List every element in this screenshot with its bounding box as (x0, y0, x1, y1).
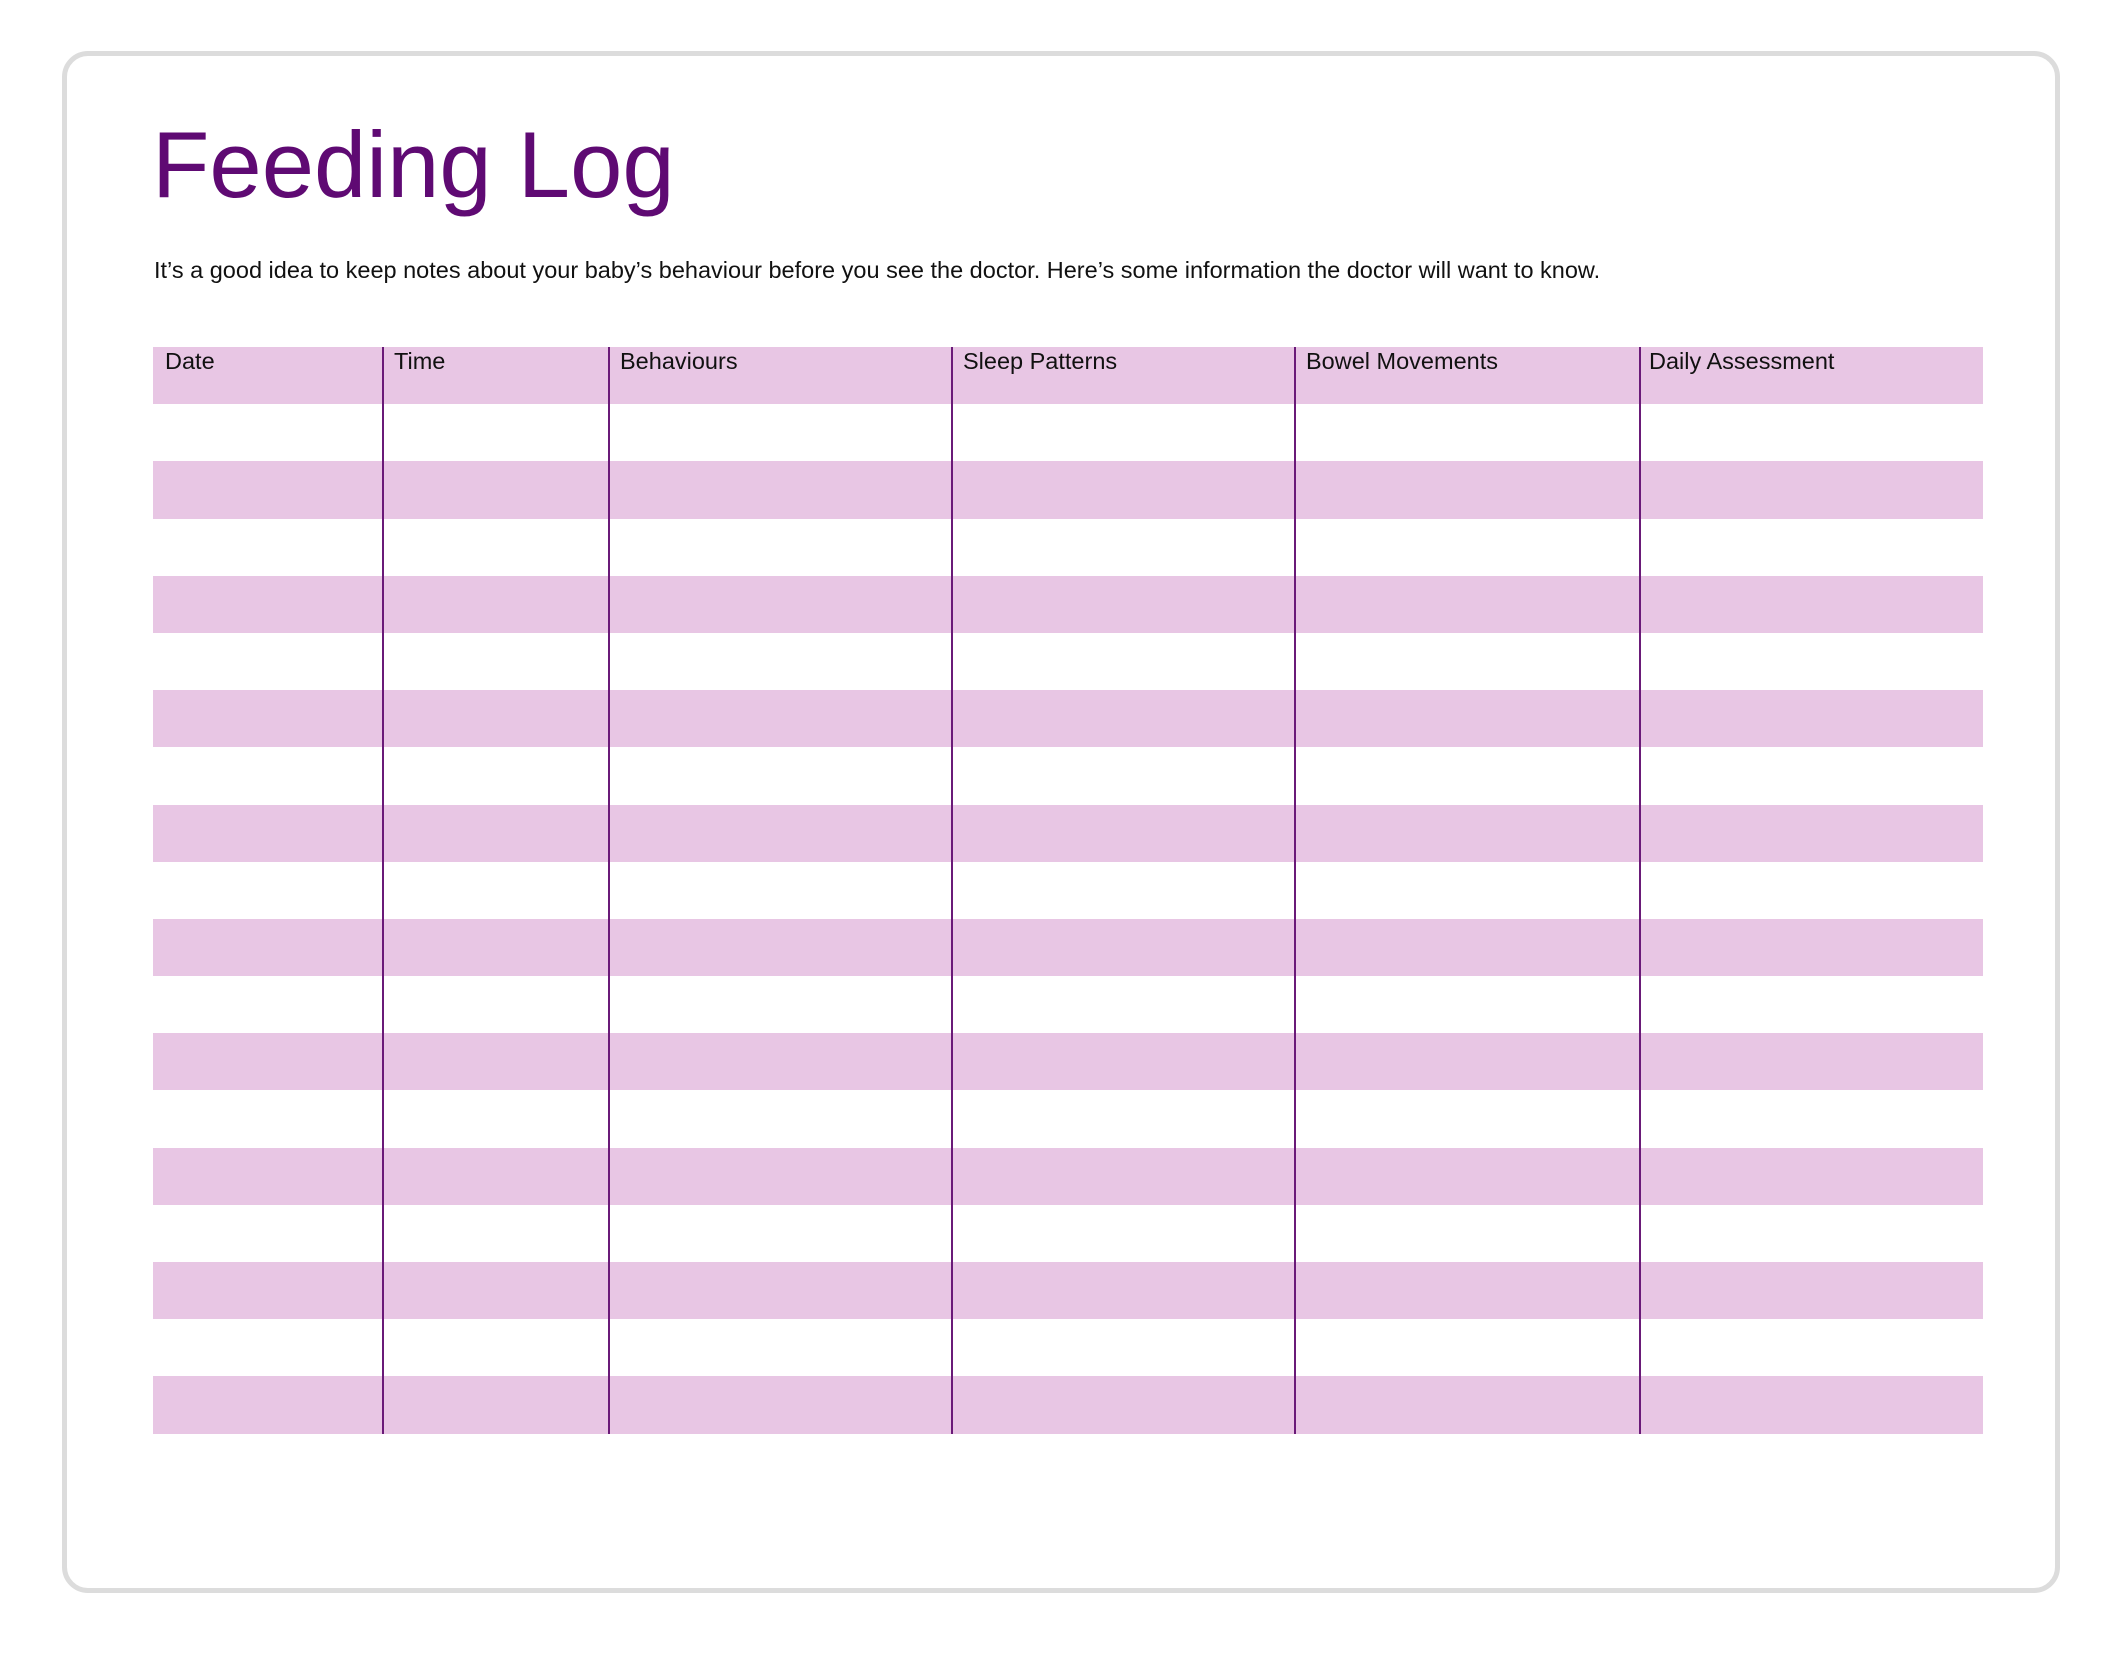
table-row (153, 404, 1983, 461)
table-cell[interactable] (1294, 576, 1639, 633)
table-cell[interactable] (382, 519, 608, 576)
table-cell[interactable] (608, 461, 951, 518)
table-cell[interactable] (1294, 519, 1639, 576)
table-cell[interactable] (1639, 1262, 1983, 1319)
feeding-log-table (153, 347, 1983, 1434)
table-cell[interactable] (1639, 862, 1983, 919)
table-cell[interactable] (153, 805, 382, 862)
table-cell[interactable] (1639, 1319, 1983, 1376)
table-cell[interactable] (1639, 1090, 1983, 1147)
table-cell[interactable] (382, 1376, 608, 1433)
table-cell[interactable] (153, 461, 382, 518)
table-row (153, 690, 1983, 747)
table-cell[interactable] (382, 633, 608, 690)
table-cell[interactable] (382, 576, 608, 633)
table-cell[interactable] (951, 404, 1294, 461)
table-cell[interactable] (951, 919, 1294, 976)
table-cell[interactable] (1294, 461, 1639, 518)
table-row (153, 1319, 1983, 1376)
table-cell[interactable] (1639, 1205, 1983, 1262)
table-cell[interactable] (608, 633, 951, 690)
table-row (153, 1262, 1983, 1319)
table-cell[interactable] (1294, 919, 1639, 976)
table-cell[interactable] (1294, 1090, 1639, 1147)
column-header-daily-assessment (1639, 347, 1983, 404)
table-cell[interactable] (608, 862, 951, 919)
table-cell[interactable] (153, 1205, 382, 1262)
table-cell[interactable] (382, 1090, 608, 1147)
table-cell[interactable] (153, 404, 382, 461)
table-cell[interactable] (951, 1262, 1294, 1319)
table-cell[interactable] (608, 1262, 951, 1319)
table-cell[interactable] (382, 862, 608, 919)
column-header-label: Time (394, 348, 446, 374)
table-row (153, 1033, 1983, 1090)
table-cell[interactable] (608, 747, 951, 804)
table-cell[interactable] (951, 519, 1294, 576)
column-header-label: Behaviours (620, 348, 738, 374)
table-cell[interactable] (1294, 862, 1639, 919)
table-cell[interactable] (951, 1376, 1294, 1433)
table-row (153, 1090, 1983, 1147)
table-row (153, 1205, 1983, 1262)
table-cell[interactable] (382, 747, 608, 804)
table-cell[interactable] (1639, 519, 1983, 576)
table-cell[interactable] (153, 1148, 382, 1205)
table-cell[interactable] (1294, 1376, 1639, 1433)
table-cell[interactable] (1294, 633, 1639, 690)
table-cell[interactable] (608, 1090, 951, 1147)
table-cell[interactable] (382, 919, 608, 976)
table-cell[interactable] (153, 690, 382, 747)
column-header-time (382, 347, 608, 404)
column-header-sleep-patterns (951, 347, 1294, 404)
page-title: Feeding Log (152, 112, 675, 217)
table-cell[interactable] (1639, 461, 1983, 518)
table-cell[interactable] (951, 633, 1294, 690)
column-header-label: Date (165, 348, 215, 374)
table-cell[interactable] (608, 1205, 951, 1262)
table-cell[interactable] (951, 1319, 1294, 1376)
table-cell[interactable] (153, 1262, 382, 1319)
table-row (153, 747, 1983, 804)
table-row (153, 862, 1983, 919)
table-cell[interactable] (382, 1205, 608, 1262)
table-cell[interactable] (951, 747, 1294, 804)
table-cell[interactable] (608, 1033, 951, 1090)
table-row (153, 576, 1983, 633)
table-cell[interactable] (1639, 747, 1983, 804)
table-cell[interactable] (1294, 747, 1639, 804)
table-cell[interactable] (382, 1148, 608, 1205)
table-cell[interactable] (1639, 690, 1983, 747)
table-cell[interactable] (1639, 919, 1983, 976)
table-cell[interactable] (153, 919, 382, 976)
column-header-label: Bowel Movements (1306, 348, 1498, 374)
table-cell[interactable] (382, 1033, 608, 1090)
table-cell[interactable] (382, 461, 608, 518)
table-cell[interactable] (608, 690, 951, 747)
table-cell[interactable] (382, 805, 608, 862)
table-cell[interactable] (1639, 633, 1983, 690)
table-cell[interactable] (1639, 976, 1983, 1033)
table-cell[interactable] (951, 1090, 1294, 1147)
table-row (153, 633, 1983, 690)
table-cell[interactable] (1294, 805, 1639, 862)
table-row (153, 805, 1983, 862)
table-cell[interactable] (1639, 1376, 1983, 1433)
table-cell[interactable] (1639, 1148, 1983, 1205)
table-header-row (153, 347, 1983, 404)
table-cell[interactable] (1294, 404, 1639, 461)
table-cell[interactable] (951, 690, 1294, 747)
column-header-date (153, 347, 382, 404)
table-row (153, 461, 1983, 518)
table-cell[interactable] (951, 1205, 1294, 1262)
table-cell[interactable] (382, 690, 608, 747)
table-cell[interactable] (951, 862, 1294, 919)
table-cell[interactable] (951, 805, 1294, 862)
table-cell[interactable] (382, 1319, 608, 1376)
table-cell[interactable] (951, 1033, 1294, 1090)
table-cell[interactable] (1294, 1262, 1639, 1319)
table-cell[interactable] (608, 1319, 951, 1376)
table-cell[interactable] (951, 576, 1294, 633)
table-row (153, 519, 1983, 576)
table-cell[interactable] (153, 862, 382, 919)
table-cell[interactable] (1639, 805, 1983, 862)
table-row (153, 1376, 1983, 1433)
table-cell[interactable] (951, 461, 1294, 518)
column-header-label: Sleep Patterns (963, 348, 1118, 374)
table-cell[interactable] (153, 633, 382, 690)
table-cell[interactable] (608, 519, 951, 576)
table-cell[interactable] (1639, 404, 1983, 461)
table-cell[interactable] (1294, 976, 1639, 1033)
intro-text: It’s a good idea to keep notes about your baby’s behaviour before you see the doctor. Here’s some information the doctor will want to know. (154, 257, 1601, 283)
table-cell[interactable] (1294, 1033, 1639, 1090)
table-cell[interactable] (608, 404, 951, 461)
column-header-bowel-movements (1294, 347, 1639, 404)
table-cell[interactable] (1294, 690, 1639, 747)
table-cell[interactable] (951, 976, 1294, 1033)
table-row (153, 976, 1983, 1033)
table-cell[interactable] (608, 576, 951, 633)
table-cell[interactable] (608, 919, 951, 976)
table-cell[interactable] (153, 1090, 382, 1147)
table-cell[interactable] (608, 976, 951, 1033)
table-cell[interactable] (382, 1262, 608, 1319)
table-cell[interactable] (153, 1319, 382, 1376)
table-cell[interactable] (1639, 1033, 1983, 1090)
table-cell[interactable] (1294, 1319, 1639, 1376)
table-cell[interactable] (153, 576, 382, 633)
table-cell[interactable] (153, 1376, 382, 1433)
table-cell[interactable] (153, 976, 382, 1033)
table-cell[interactable] (1639, 576, 1983, 633)
table-cell[interactable] (951, 1148, 1294, 1205)
table-cell[interactable] (153, 747, 382, 804)
table-cell[interactable] (382, 404, 608, 461)
column-header-label: Daily Assessment (1649, 348, 1835, 374)
column-header-behaviours (608, 347, 951, 404)
table-cell[interactable] (153, 1033, 382, 1090)
table-cell[interactable] (153, 519, 382, 576)
table-row (153, 1148, 1983, 1205)
table-row (153, 919, 1983, 976)
table-cell[interactable] (608, 1148, 951, 1205)
table-cell[interactable] (382, 976, 608, 1033)
table-cell[interactable] (1294, 1148, 1639, 1205)
table-cell[interactable] (608, 1376, 951, 1433)
table-cell[interactable] (608, 805, 951, 862)
table-cell[interactable] (1294, 1205, 1639, 1262)
